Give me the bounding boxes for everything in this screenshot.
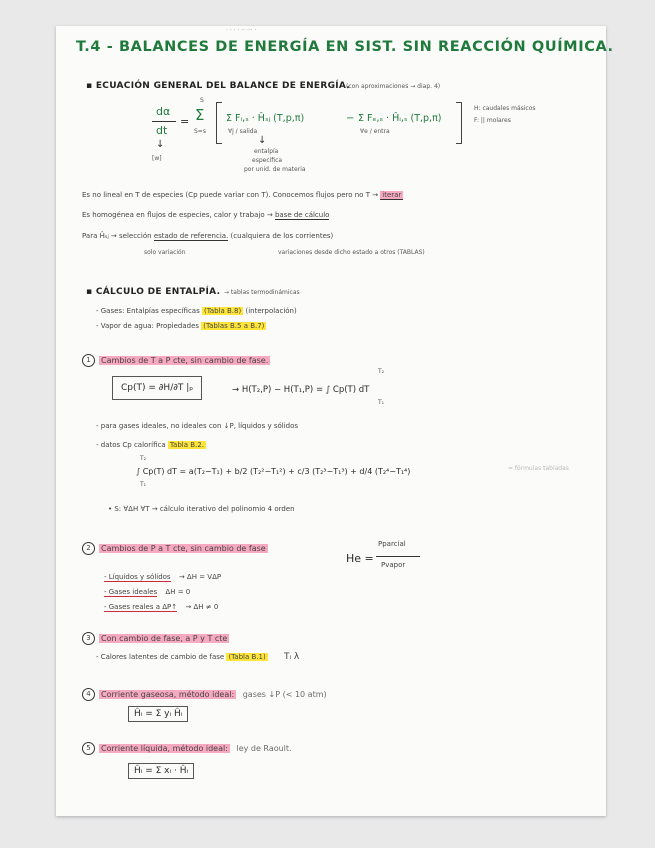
eq-term1: Σ Fᵢ,ₛ · Ĥₛⱼ (T,p,π) [226, 113, 305, 124]
section2-heading-note: → tablas termodinámicas [224, 289, 300, 296]
poly-bottom: T₁ [140, 481, 147, 488]
eq-lhs-den: dt [156, 124, 168, 137]
item2-line: - Gases reales a ΔP↑ → ΔH ≠ 0 [104, 603, 219, 611]
item1-heading: 1 Cambios de T a P cte, sin cambio de fase. [82, 354, 270, 367]
bullet-icon: ▪ [86, 81, 96, 91]
sum-sign-icon: Σ [195, 106, 205, 124]
list-item: Es homogénea en flujos de especies, calor y trabajo → base de cálculo [82, 211, 330, 219]
vapor-line: - Vapor de agua: Propiedades (Tablas B.5 a B.7) [96, 322, 265, 330]
poly-note: = fórmulas tabladas [508, 465, 569, 472]
down-arrow-icon: ↓ [156, 139, 165, 150]
page-title: T.4 - BALANCES DE ENERGÍA EN SIST. SIN REACCIÓN QUÍMICA. [76, 39, 614, 55]
eq-term1-sub: ∀j / salida [228, 128, 258, 135]
item1-note1: - para gases ideales, no ideales con ↓P, líquidos y sólidos [96, 422, 299, 430]
item2-heading: 2 Cambios de P a T cte, sin cambio de fase [82, 542, 268, 555]
list-item: Para Ĥₛⱼ → selección estado de referencia. (cualquiera de los corrientes) [82, 232, 334, 240]
henry-num: Pparcial [378, 540, 406, 548]
eq-lhs-arrow-label: [w] [152, 155, 162, 162]
eq-term2-sub: ∀e / entra [360, 128, 390, 135]
item5-formula-box: Ĥᵢ = Σ xᵢ · Ĥᵢ [128, 763, 194, 779]
eq-term1-note-1: entalpía [254, 148, 279, 155]
eq-minus: − [346, 113, 355, 124]
henry-lhs: He = [346, 552, 374, 565]
gases-line: - Gases: Entalpías específicas (Tabla B.8) (interpolación) [96, 307, 297, 315]
eq-right-note-2: F: || molares [474, 117, 511, 124]
item4-formula-box: Ĥᵢ = Σ yᵢ Ĥᵢ [128, 706, 188, 722]
list-item: Es no lineal en T de especies (Cp puede variar con T). Conocemos flujos pero no T → iterar [82, 191, 402, 199]
eq-sum-top: S [200, 97, 204, 104]
notebook-page: · · · · ·· ··· · T.4 - BALANCES DE ENERGÍA EN SIST. SIN REACCIÓN QUÍMICA. ▪ ECUACIÓN GENERAL DEL BALANCE DE ENERGÍA. (con aproximaciones → diap. 4) dα dt = S Σ S=s Σ Fᵢ,ₛ · Ĥₛⱼ (T,p,π) ∀j / salida − Σ Fₑ,ₛ · Ĥᵢ,ₛ (T,p,π) ∀e / entra H: caudales másicos F: || molares ↓ [w] ↓ entalpía específica por unid. de materia Es no lineal en T de especies (Cp puede variar con T). Conocemos flujos pero no T → iterar Es homogénea en flujos de especies, calor y trabajo → base de cálculo Para Ĥₛⱼ → selección estado de referencia. (cualquiera de los corrientes) solo variación variaciones desde dicho estado a otros (TABLAS) ▪ CÁLCULO DE ENTALPÍA. → tablas termodinámicas - Gases: Entalpías específicas (Tabla B.8) (interpolación) - Vapor de agua: Propiedades (Tablas B.5 a B.7) 1 Cambios de T a P cte, sin cambio de fase. Cp(T) = ∂H/∂T |ₚ → H(T₂,P) − H(T₁,P) = ∫ Cp(T) dT T₂ T₁ - para gases ideales, no ideales con ↓P, líquidos y sólidos - datos Cp calorífica Tabla B.2. ∫ Cp(T) dT = a(T₂−T₁) + b/2 (T₂²−T₁²) + c/3 (T₂³−T₁³) + d/4 (T₂⁴−T₁⁴) T₂ T₁ = fórmulas tabladas • S: ∀ΔH ∀T → cálculo iterativo del polinomio 4 orden 2 Cambios de P a T cte, sin cambio de fase He = Pparcial Pvapor - Líquidos y sólidos → ΔH = VΔP - Gases ideales ΔH = 0 - Gases reales a ΔP↑ → ΔH ≠ 0 3 Con cambio de fase, a P y T cte - Calores latentes de cambio de fase (Tabla B.1) Tᵢ λ 4 Corriente gaseosa, método ideal: gases ↓P (< 10 atm) Ĥᵢ = Σ yᵢ Ĥᵢ 5 Corriente líquida, método ideal: ley de Raoult. Ĥᵢ = Σ xᵢ · Ĥᵢ [56, 26, 606, 816]
item3-line: - Calores latentes de cambio de fase (Tabla B.1) Tᵢ λ [96, 652, 300, 662]
item1-note2: - datos Cp calorífica Tabla B.2. [96, 441, 204, 449]
eq-right-bracket [456, 102, 462, 144]
henry-den: Pvapor [381, 561, 406, 569]
down-arrow-icon: ↓ [258, 135, 267, 146]
poly-top: T₂ [140, 455, 147, 462]
eq-left-bracket [216, 102, 222, 144]
bullet-icon: ▪ [86, 287, 96, 297]
eq-right-note-1: H: caudales másicos [474, 105, 536, 112]
cp-definition-box: Cp(T) = ∂H/∂T |ₚ [112, 376, 202, 400]
list-item-note: solo variación [144, 249, 186, 256]
henry-fraction-line [376, 556, 420, 557]
enthalpy-integral: → H(T₂,P) − H(T₁,P) = ∫ Cp(T) dT [232, 385, 370, 395]
section2-heading: ▪ CÁLCULO DE ENTALPÍA. [86, 287, 221, 297]
eq-sum-bottom: S=s [194, 128, 206, 135]
eq-lhs-num: dα [156, 105, 171, 118]
item1-iter-note: • S: ∀ΔH ∀T → cálculo iterativo del polinomio 4 orden [108, 505, 295, 513]
section1-heading-note: (con aproximaciones → diap. 4) [346, 83, 441, 90]
eq-term1-note-2: específica [252, 157, 283, 164]
item2-line: - Líquidos y sólidos → ΔH = VΔP [104, 573, 222, 581]
eq-lhs-fraction-line [152, 121, 176, 122]
item3-heading: 3 Con cambio de fase, a P y T cte [82, 632, 229, 645]
integral-top: T₂ [378, 368, 385, 375]
section1-heading: ▪ ECUACIÓN GENERAL DEL BALANCE DE ENERGÍA. [86, 81, 351, 91]
item4-heading: 4 Corriente gaseosa, método ideal: gases ↓P (< 10 atm) [82, 688, 327, 701]
item2-line: - Gases ideales ΔH = 0 [104, 588, 191, 596]
eq-term1-note-3: por unid. de materia [244, 166, 306, 173]
header-scribble: · · · · ·· ··· · [226, 27, 257, 34]
item5-heading: 5 Corriente líquida, método ideal: ley de Raoult. [82, 742, 292, 755]
integral-bottom: T₁ [378, 399, 385, 406]
cp-polynomial: ∫ Cp(T) dT = a(T₂−T₁) + b/2 (T₂²−T₁²) + c/3 (T₂³−T₁³) + d/4 (T₂⁴−T₁⁴) [136, 467, 411, 476]
eq-term2: Σ Fₑ,ₛ · Ĥᵢ,ₛ (T,p,π) [358, 113, 442, 124]
list-item-note: variaciones desde dicho estado a otros (TABLAS) [278, 249, 425, 256]
